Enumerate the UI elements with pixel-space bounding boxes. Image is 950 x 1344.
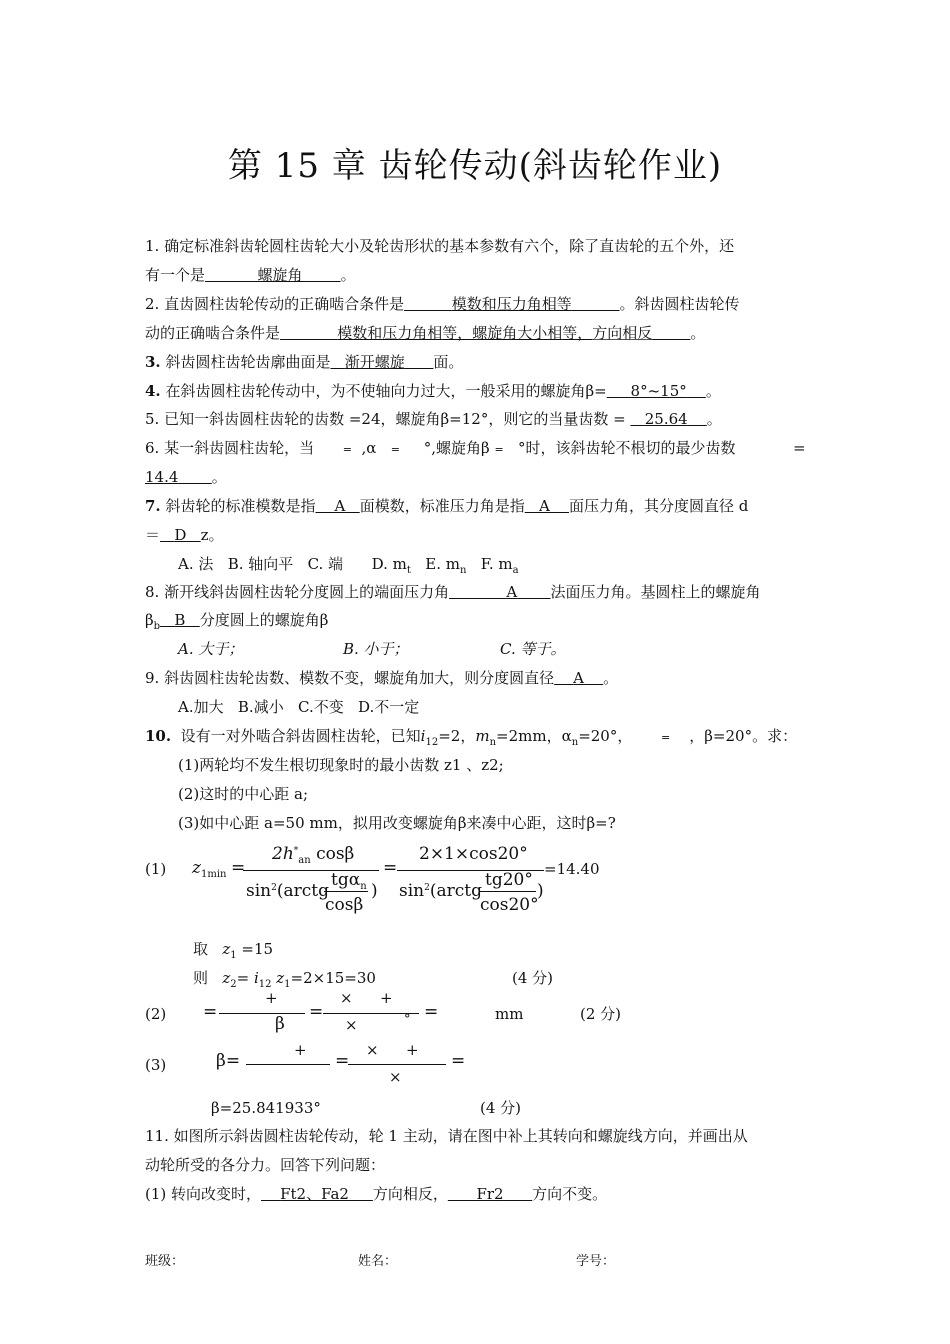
q2-line2: 动的正确啮合条件是 模数和压力角相等，螺旋角大小相等，方向相反 。 [145, 324, 706, 342]
sol-inner2-den: cos20° [480, 895, 539, 915]
sol-inner2-bar [480, 891, 536, 892]
sol2-unit: mm [495, 1005, 524, 1023]
q10-sub2: (2)这时的中心距 a; [178, 785, 309, 803]
q7-line2: ＝ D z。 [145, 526, 224, 544]
sol3-plus-2: + [406, 1041, 419, 1059]
sol2-degree: ° [404, 1012, 411, 1027]
q6-eq4: = [793, 439, 806, 457]
sol-score-1: (4 分) [512, 969, 554, 987]
sol-frac1-close: ) [371, 881, 378, 901]
q11-line2: 动轮所受的各分力。回答下列问题： [145, 1156, 386, 1174]
q5-answer: 25.64 [644, 410, 688, 428]
sol-inner1-den: cosβ [325, 895, 364, 915]
sol-eq-1: = [231, 858, 246, 878]
q2-line1: 2. 直齿圆柱齿轮传动的正确啮合条件是 模数和压力角相等 。斜齿圆柱齿轮传 [145, 295, 740, 313]
q2-answer1: 模数和压力角相等 [451, 295, 572, 313]
q9-answer: A [573, 669, 585, 687]
q6-line2: 14.4 。 [145, 468, 227, 486]
q11-answer2: Fr2 [476, 1185, 504, 1203]
q9-options: A.加大 B.减小 C.不变 D.不一定 [178, 698, 420, 716]
sol-score-3: (4 分) [480, 1099, 522, 1117]
q11-answer1: Ft2、Fa2 [280, 1185, 349, 1203]
q4-answer: 8°~15° [630, 382, 687, 400]
q6-answer: 14.4 [145, 468, 179, 486]
footer-id-label: 学号： [576, 1254, 616, 1269]
sol2-eq-1: = [203, 1002, 218, 1022]
sol-frac1-numerator: $2h^*_{an}$ cosβ [272, 844, 355, 866]
q8-line1: 8. 渐开线斜齿圆柱齿轮分度圆上的端面压力角 A 法面压力角。基圆柱上的螺旋角 [145, 583, 761, 601]
sol3-bar-1 [246, 1064, 330, 1065]
q8-option-c: C. 等于。 [500, 640, 566, 658]
sol-inner2-num: tg20° [485, 870, 533, 890]
q4-line: 4. 在斜齿圆柱齿轮传动中，为不使轴向力过大，一般采用的螺旋角β= 8°~15° 。 [145, 382, 721, 400]
page-title: 第 15 章 齿轮传动(斜齿轮作业) [227, 146, 723, 186]
sol3-times-1: × [366, 1041, 379, 1059]
q7-answer1: A [334, 497, 346, 515]
q2-answer2: 模数和压力角相等，螺旋角大小相等，方向相反 [337, 324, 653, 342]
footer-name-label: 姓名： [358, 1254, 398, 1269]
sol-label-1: (1) [145, 860, 167, 878]
sol2-plus-2: + [380, 989, 393, 1007]
q10-line1: 10. 设有一对外啮合斜齿圆柱齿轮，已知$i_{12}=2$，$m_n=2mm$，$\alpha_n=20^\circ$， = ，β=20°。求： [145, 727, 798, 748]
sol-frac2-numerator: 2×1×cos20° [419, 844, 528, 864]
q10-sub1: (1)两轮均不发生根切现象时的最小齿数 z1 、z2; [178, 756, 504, 774]
q8-line2: $\beta_b$ B 分度圆上的螺旋角β [145, 611, 329, 632]
q8-option-a: A. 大于； [178, 640, 244, 658]
q3-line: 3. 斜齿圆柱齿轮齿廓曲面是 渐开螺旋 面。 [145, 353, 464, 371]
q6-line1: 6. 某一斜齿圆柱齿轮，当 = ,α = °,螺旋角β = °时，该斜齿轮不根切的最少齿数 [145, 439, 736, 457]
sol-inner1-bar [324, 891, 368, 892]
sol-score-2: (2 分) [580, 1005, 622, 1023]
q10-sub3: (3)如中心距 a=50 mm，拟用改变螺旋角β来凑中心距，这时β=? [178, 814, 616, 832]
sol3-bar-2 [348, 1064, 446, 1065]
sol-frac1-denominator: $\sin^2(arctg$ [246, 881, 329, 901]
q1-line2: 有一个是 螺旋角 。 [145, 266, 356, 284]
q11-line3: (1) 转向改变时， Ft2、Fa2 方向相反， Fr2 方向不变。 [145, 1185, 608, 1203]
sol-take: 取 $z_1 =15$ [193, 940, 274, 961]
footer-class-label: 班级： [145, 1254, 185, 1269]
q3-answer: 渐开螺旋 [344, 353, 405, 371]
sol2-eq-3: = [424, 1002, 439, 1022]
sol-frac2-denominator: $\sin^2(arctg$ [399, 881, 482, 901]
q1-answer: 螺旋角 [257, 266, 303, 284]
sol-result-1: =14.40 [544, 860, 600, 878]
sol2-eq-2: = [309, 1002, 324, 1022]
q1-line1: 1. 确定标准斜齿轮圆柱齿轮大小及轮齿形状的基本参数有六个，除了直齿轮的五个外，还 [145, 237, 735, 255]
sol2-times-2: × [345, 1016, 358, 1034]
sol2-times-1: × [340, 989, 353, 1007]
sol-label-3: (3) [145, 1056, 167, 1074]
sol2-bar-1 [219, 1013, 305, 1014]
sol3-eq-3: = [451, 1051, 466, 1071]
q5-line: 5. 已知一斜齿圆柱齿轮的齿数 =24，螺旋角β=12°，则它的当量齿数 = 25.64 。 [145, 410, 722, 428]
sol-label-2: (2) [145, 1005, 167, 1023]
sol2-beta: β [275, 1014, 285, 1034]
q8-option-b: B. 小于； [343, 640, 409, 658]
q9-line1: 9. 斜齿圆柱齿轮齿数、模数不变，螺旋角加大，则分度圆直径 A 。 [145, 669, 619, 687]
sol3-times-2: × [389, 1068, 402, 1086]
sol3-eq-2: = [335, 1051, 350, 1071]
sol-eq-2: = [383, 858, 398, 878]
sol3-plus-1: + [294, 1041, 307, 1059]
sol-then: 则 $z_2= i_{12}$ $z_1=2\times 15=30$ [193, 969, 376, 990]
q7-answer3: D [174, 526, 187, 544]
sol3-beta-eq: β= [216, 1051, 241, 1071]
q8-answer2: B [174, 611, 186, 629]
sol-zmin: $z_{1min}$ [192, 858, 227, 880]
sol2-plus-1: + [265, 989, 278, 1007]
q11-line1: 11. 如图所示斜齿圆柱齿轮传动，轮 1 主动，请在图中补上其转向和螺旋线方向，并画出从 [145, 1127, 748, 1145]
sol-inner1-num: tgα$_n$ [331, 870, 367, 892]
sol-frac2-close: ) [537, 881, 544, 901]
q7-answer2: A [539, 497, 550, 515]
q7-line1: 7. 斜齿轮的标准模数是指 A 面模数，标准压力角是指 A 面压力角，其分度圆直径 d [145, 497, 749, 515]
q8-answer1: A [506, 583, 518, 601]
sol3-final: β=25.841933° [211, 1099, 321, 1117]
q7-options: A. 法 B. 轴向平 C. 端 D. $m_t$ E. $m_n$ F. $m_a$ [178, 555, 519, 576]
